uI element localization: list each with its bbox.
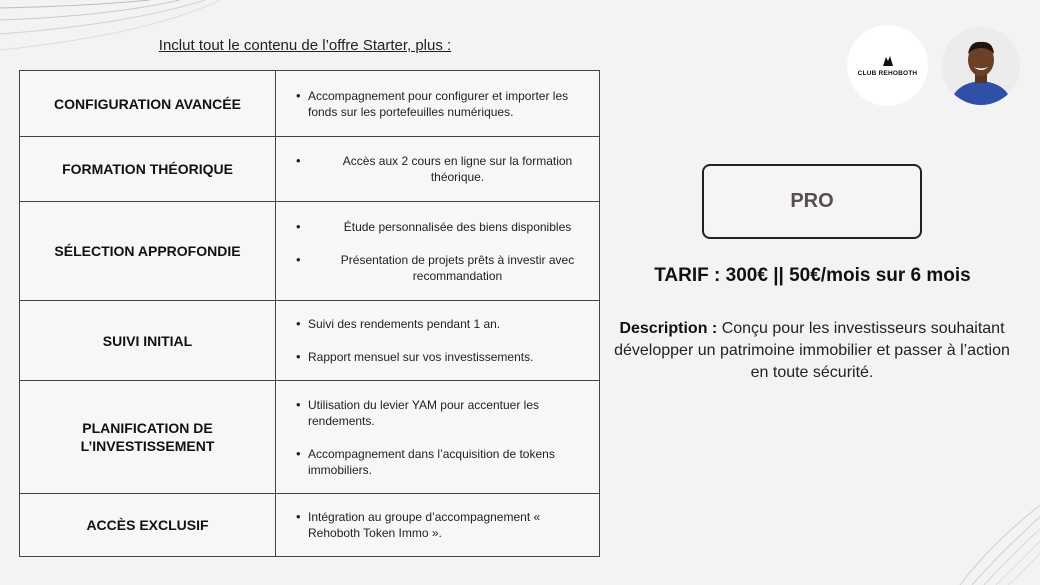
list-item: • Accompagnement pour configurer et importer les fonds sur les portefeuilles numériques. [276, 88, 587, 120]
table-row [20, 137, 600, 202]
list-item: • Suivi des rendements pendant 1 an. [276, 316, 587, 332]
list-item: • Utilisation du levier YAM pour accentuer les rendements. [276, 397, 587, 429]
description-text: Conçu pour les investisseurs souhaitant développer un patrimoine immobilier et passer à l’action en toute sécurité. [614, 320, 1010, 381]
table-row [20, 202, 600, 301]
row-category: FORMATION THÉORIQUE [20, 137, 276, 202]
table-row [20, 71, 600, 137]
club-logo [847, 25, 928, 106]
price-text: TARIF : 300€ || 50€/mois sur 6 mois [654, 265, 971, 286]
description [612, 318, 1012, 384]
features-table [19, 70, 600, 557]
row-category: CONFIGURATION AVANCÉE [20, 71, 276, 137]
row-items [276, 88, 599, 120]
row-items [276, 153, 599, 185]
list-item: • Accompagnement dans l’acquisition de tokens immobiliers. [276, 446, 587, 478]
row-category: SUIVI INITIAL [20, 301, 276, 381]
plan-name-box: PRO [702, 164, 922, 239]
row-items [276, 509, 599, 541]
row-items [276, 397, 599, 478]
row-category: SÉLECTION APPROFONDIE [20, 202, 276, 301]
list-item: • Intégration au groupe d’accompagnement « Rehoboth Token Immo ». [276, 509, 587, 541]
avatar [942, 27, 1020, 105]
list-item: • Accès aux 2 cours en ligne sur la formation théorique. [276, 153, 587, 185]
table-row [20, 494, 600, 557]
decorative-curves-bottom-right [950, 495, 1040, 585]
table-row [20, 301, 600, 381]
list-item: • Présentation de projets prêts à investir avec recommandation [276, 252, 587, 284]
logo-mark-icon [881, 55, 895, 67]
logo-text: CLUB REHOBOTH [857, 69, 918, 77]
person-photo-icon [942, 27, 1020, 105]
list-item: • Rapport mensuel sur vos investissements. [276, 349, 587, 365]
description-label: Description : [619, 320, 718, 337]
table-row [20, 381, 600, 494]
row-category: PLANIFICATION DE L’INVESTISSEMENT [20, 381, 276, 494]
list-item: • Étude personnalisée des biens disponibles [276, 219, 587, 235]
row-category: ACCÈS EXCLUSIF [20, 494, 276, 557]
intro-text: Inclut tout le contenu de l’offre Starter, plus : [158, 37, 452, 54]
row-items [276, 316, 599, 365]
row-items [276, 219, 599, 284]
